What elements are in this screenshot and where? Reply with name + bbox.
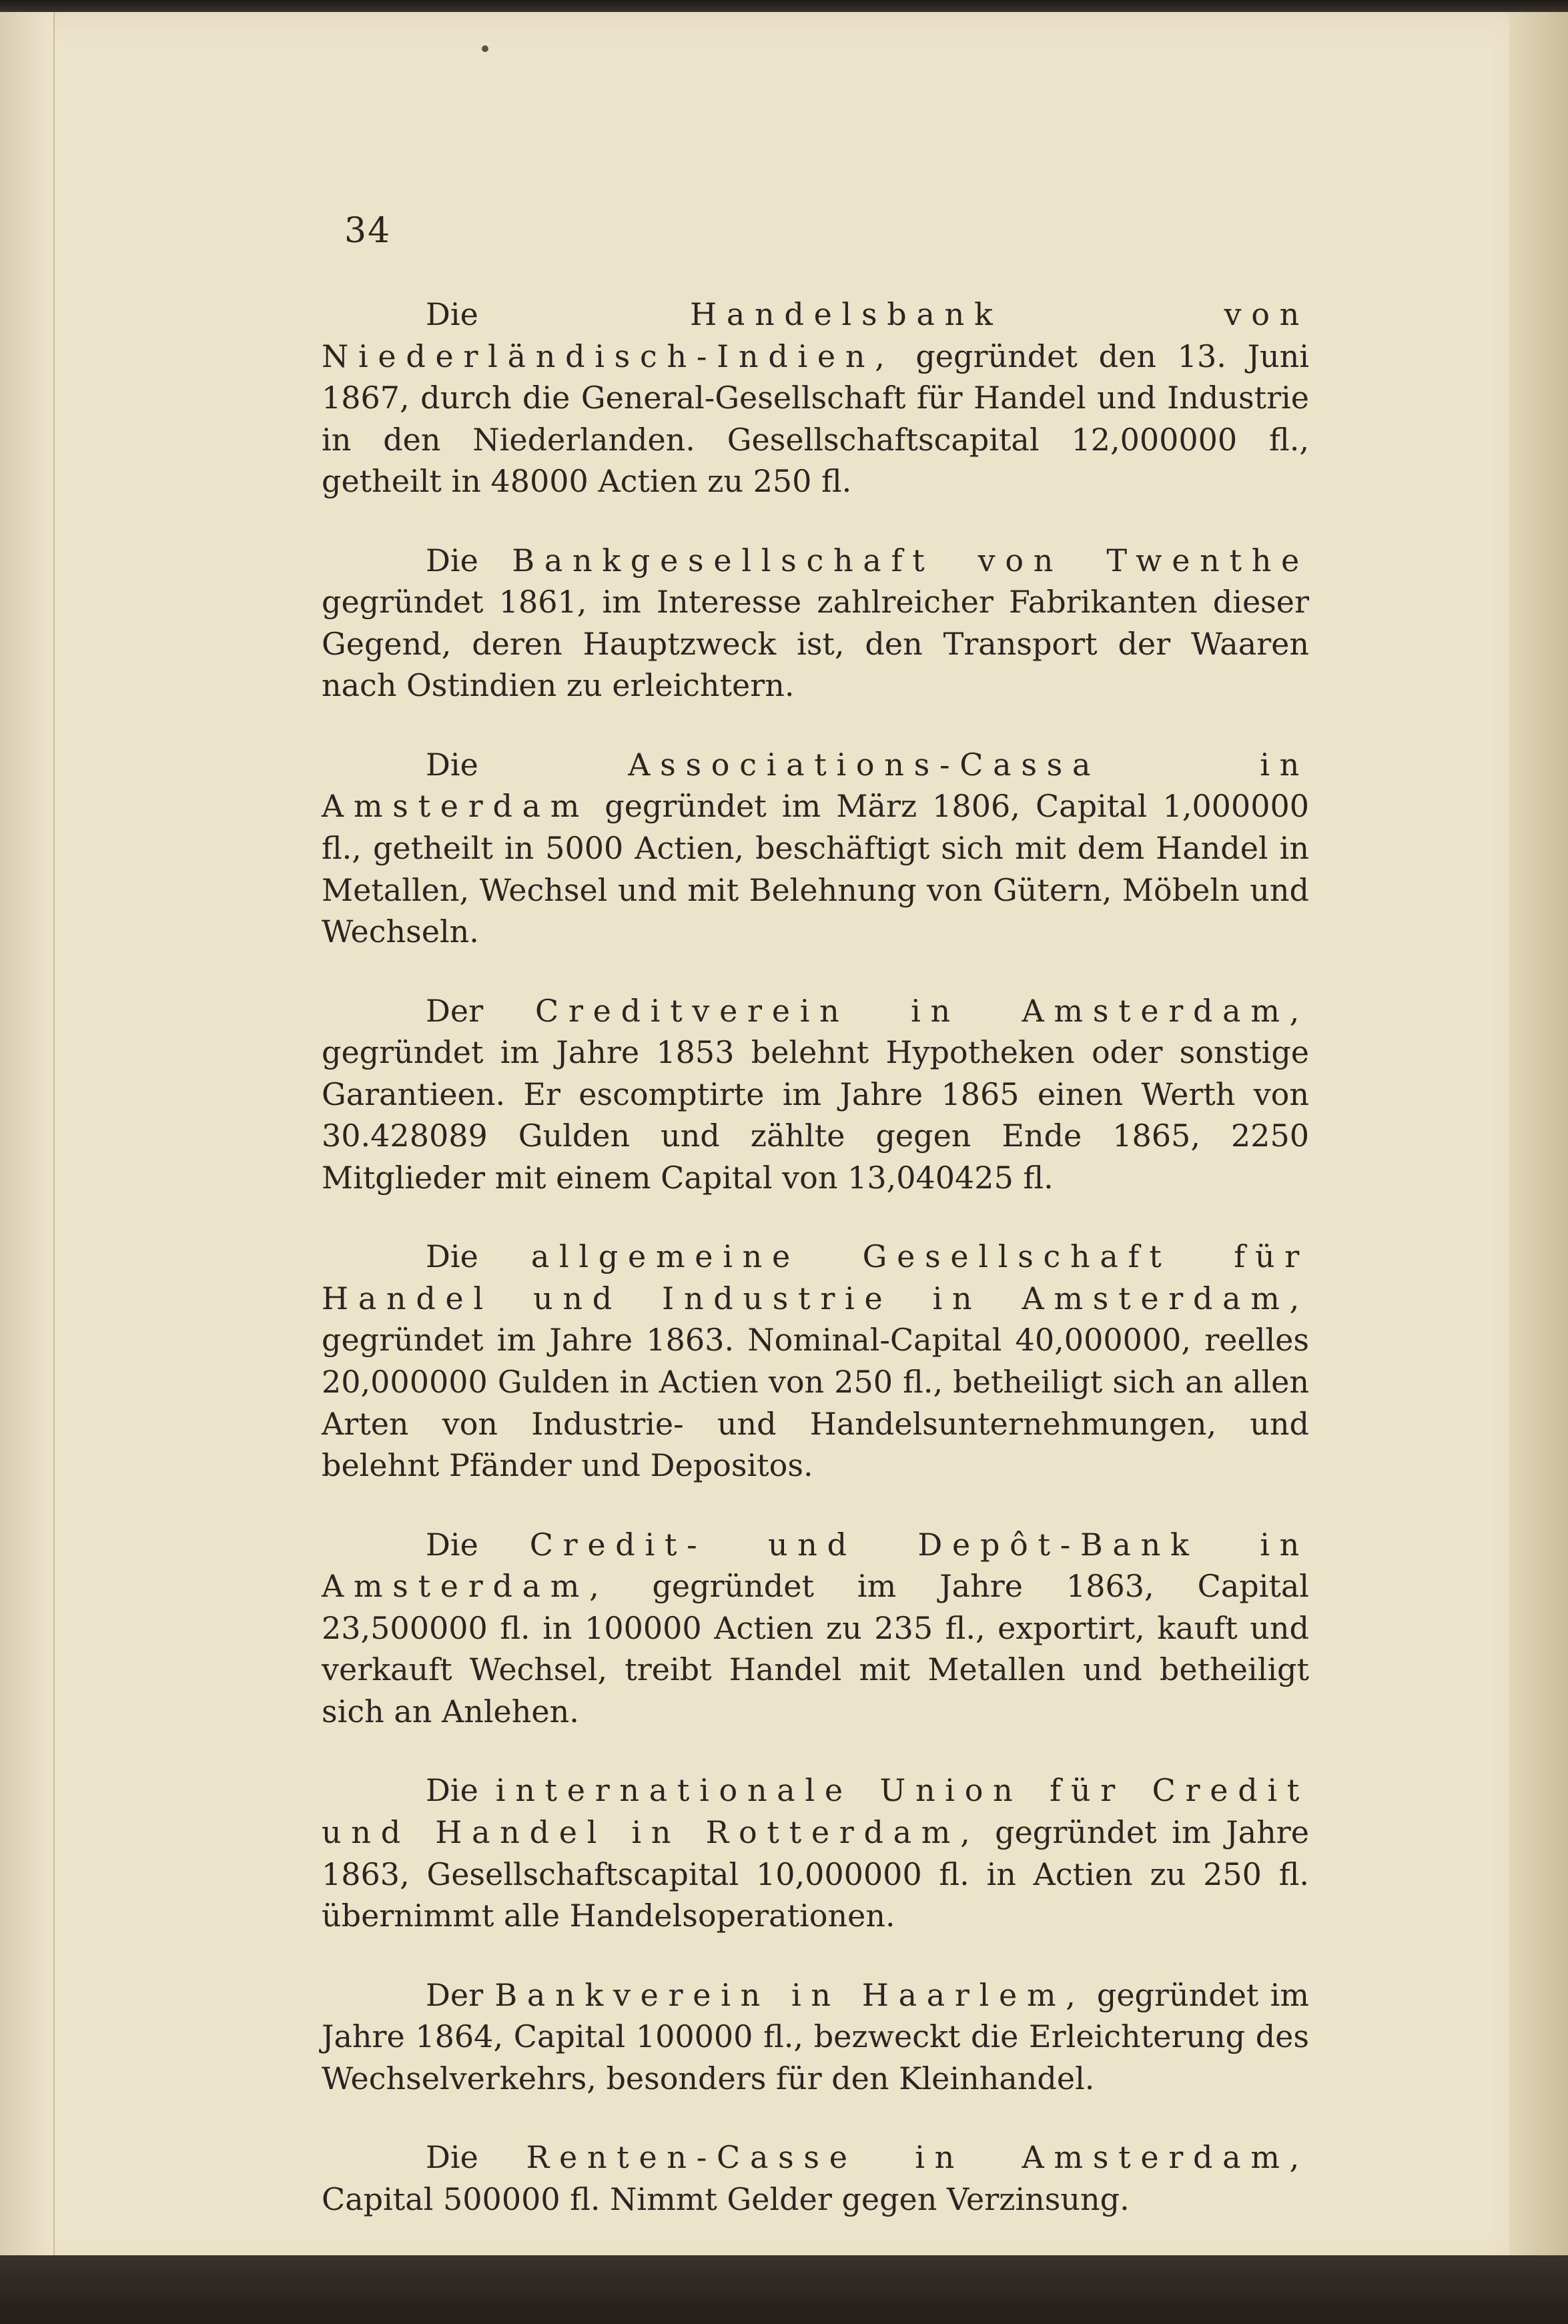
entry-text: gegründet im Jahre 1853 belehnt Hypotheken oder sonstige Garantieen. Er escomptirte im Jahre 1865 einen Werth von 30.428089 Gulden und zählte gegen Ende 1865, 2250 Mitglieder mit einem Capital von 13,040425 fl. [322,1034,1309,1196]
binding-top-edge [0,0,1568,12]
entry-allgemeine-gesellschaft [322,1236,1309,1486]
institution-name: Associations-Cassa in Amsterdam [322,746,1309,825]
page-number: 34 [344,211,392,251]
page-edge [1509,0,1568,2282]
entry-renten-casse [322,2137,1309,2220]
page-gutter [0,0,55,2282]
ink-speck [482,45,488,52]
binding-bottom-edge [0,2255,1568,2324]
entry-text: gegründet 1861, im Interesse zahlreicher Fabrikanten dieser Gegend, deren Hauptzweck ist, den Transport der Waaren nach Ostindien zu erleichtern. [322,584,1309,704]
entry-associations-cassa [322,744,1309,953]
entry-lead: Der [426,992,536,1029]
entry-text: gegründet im Jahre 1863, Capital 23,500000 fl. in 100000 Actien zu 235 fl., exportirt, kauft und verkauft Wechsel, treibt Handel mit Metallen und betheiligt sich an Anlehen. [322,1568,1309,1729]
entry-bankgesellschaft-twenthe [322,540,1309,707]
entry-bankverein-haarlem [322,1974,1309,2100]
institution-name: Creditverein in Amsterdam, [535,992,1310,1029]
entry-lead: Die [426,296,691,332]
entry-text: Capital 500000 fl. Nimmt Gelder gegen Verzinsung. [322,2181,1130,2217]
text-block [322,294,1309,2257]
entry-creditverein [322,990,1309,1199]
entry-text: gegründet im Jahre 1863. Nominal-Capital 40,000000, reelles 20,000000 Gulden in Actien von 250 fl., betheiligt sich an allen Arten von Industrie- und Handelsunternehmungen, und belehnt Pfänder und Depositos. [322,1322,1309,1484]
institution-name: Renten-Casse in Amsterdam, [526,2139,1309,2176]
institution-name: Bankgesellschaft von Twenthe [512,542,1309,578]
institution-name: internationale Union für Credit und Handel in Rotterdam, [322,1772,1309,1850]
entry-lead: Die [426,1238,531,1275]
entry-credit-depot-bank [322,1524,1309,1733]
institution-name: allgemeine Gesellschaft für Handel und Industrie in Amsterdam, [322,1238,1309,1316]
institution-name: Bankverein in Haarlem, [494,1976,1086,2013]
entry-internationale-union [322,1770,1309,1936]
institution-name: Handelsbank von Niederländisch-Indien, [322,296,1309,374]
entry-text: gegründet im Jahre 1864, Capital 100000 fl., bezweckt die Erleichterung des Wechselverkehrs, besonders für den Kleinhandel. [322,1976,1309,2096]
entry-lead: Die [426,2139,526,2176]
entry-lead: Die [426,746,629,783]
entry-handelsbank [322,294,1309,502]
entry-lead: Die [426,542,512,578]
entry-text: gegründet im Jahre 1863, Gesellschaftscapital 10,000000 fl. in Actien zu 250 fl. übernimmt alle Handelsoperationen. [322,1814,1309,1934]
entry-text: gegründet den 13. Juni 1867, durch die General-Gesellschaft für Handel und Industrie in den Niederlanden. Gesellschaftscapital 12,000000 fl., getheilt in 48000 Actien zu 250 fl. [322,338,1309,500]
entry-lead: Die [426,1772,496,1809]
institution-name: Credit- und Depôt-Bank in Amsterdam, [322,1526,1309,1605]
entry-lead: Die [426,1526,530,1563]
entry-text: gegründet im März 1806, Capital 1,000000 fl., getheilt in 5000 Actien, beschäftigt sich mit dem Handel in Metallen, Wechsel und mit Belehnung von Gütern, Möbeln und Wechseln. [322,788,1309,950]
entry-lead: Der [426,1976,495,2013]
